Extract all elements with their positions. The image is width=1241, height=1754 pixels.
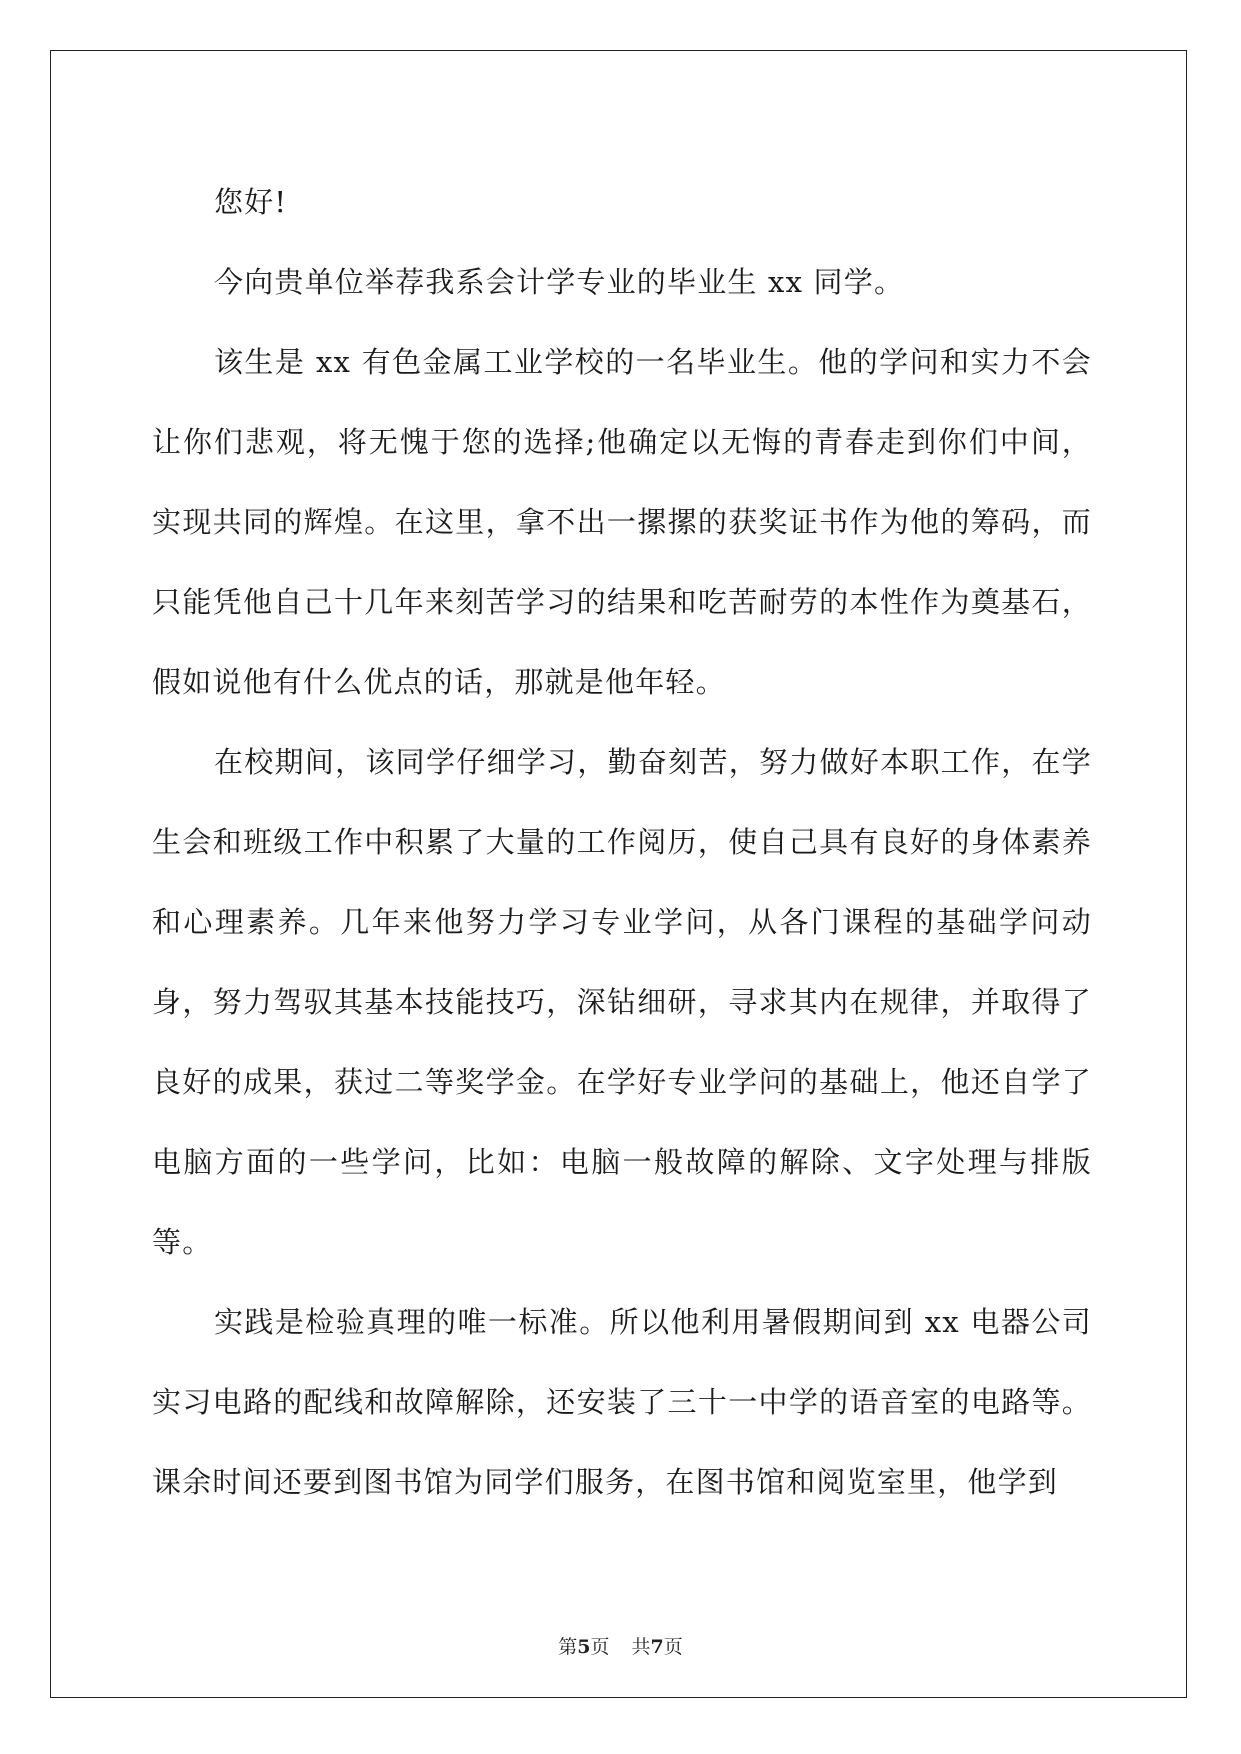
page-suffix: 页 [590,1636,610,1658]
letter-body [152,162,1092,1522]
introduction-paragraph: 该生是 xx 有色金属工业学校的一名毕业生。他的学问和实力不会让你们悲观，将无愧于您的选择;他确定以无悔的青春走到你们中间，实现共同的辉煌。在这里，拿不出一摞摞的获奖证书作为他的筹码，而只能凭他自己十几年来刻苦学习的结果和吃苦耐劳的本性作为奠基石，假如说他有什么优点的话，那就是他年轻。 [152,345,1092,699]
total-prefix: 共 [631,1636,651,1658]
total-suffix: 页 [663,1636,683,1658]
practice-paragraph: 实践是检验真理的唯一标准。所以他利用暑假期间到 xx 电器公司实习电路的配线和故障解除，还安装了三十一中学的语音室的电路等。课余时间还要到图书馆为同学们服务，在图书馆和阅览室里，他学到 [152,1305,1092,1499]
greeting-paragraph: 您好! [214,185,288,219]
page-footer [0,1632,1241,1659]
page-prefix: 第 [558,1636,578,1658]
school-performance-paragraph: 在校期间，该同学仔细学习，勤奋刻苦，努力做好本职工作，在学生会和班级工作中积累了大量的工作阅历，使自己具有良好的身体素养和心理素养。几年来他努力学习专业学问，从各门课程的基础学问动身，努力驾驭其基本技能技巧，深钻细研，寻求其内在规律，并取得了良好的成果，获过二等奖学金。在学好专业学问的基础上，他还自学了电脑方面的一些学问，比如：电脑一般故障的解除、文字处理与排版等。 [152,745,1092,1259]
current-page-number: 5 [577,1636,591,1658]
recommendation-paragraph: 今向贵单位举荐我系会计学专业的毕业生 xx 同学。 [214,265,905,299]
total-page-number: 7 [650,1636,664,1658]
